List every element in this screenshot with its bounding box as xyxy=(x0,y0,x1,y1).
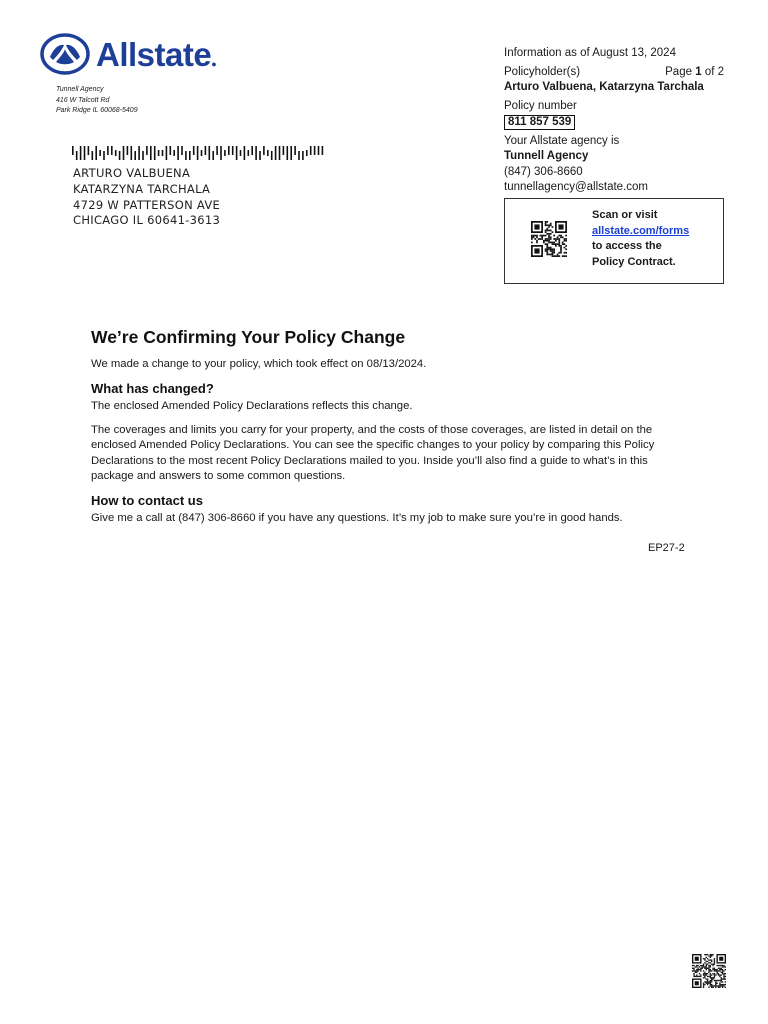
barcode-bar xyxy=(209,146,211,160)
logo-dot-icon: ● xyxy=(211,59,217,69)
barcode-bar xyxy=(263,146,265,155)
barcode-bar xyxy=(318,146,320,155)
barcode-bar xyxy=(322,146,324,155)
recipient-line: ARTURO VALBUENA xyxy=(73,166,191,180)
barcode-bar xyxy=(185,151,187,160)
changed-paragraph: The enclosed Amended Policy Declarations reflects this change. xyxy=(91,400,413,412)
details-paragraph: The coverages and limits you carry for your property, and the costs of those coverages, are listed in detail on the enclosed Amended Policy Declarations. You can see the specific changes to your policy by comparing this Policy Declarations to the most recent Policy Declarations mailed to you. Inside you’ll also find a guide to what’s in this package and answers to some common questions. xyxy=(91,424,655,482)
barcode-bar xyxy=(154,146,156,160)
barcode-bar xyxy=(193,146,195,155)
barcode-bar xyxy=(103,151,105,160)
barcode-bar xyxy=(201,150,203,156)
barcode-bar xyxy=(244,146,246,160)
barcode-bar xyxy=(92,151,94,160)
barcode-bar xyxy=(146,146,148,155)
agency-email: tunnellagency@allstate.com xyxy=(504,181,649,193)
barcode-bar xyxy=(267,150,269,156)
qr-panel-text xyxy=(592,208,689,270)
recipient-line: 4729 W PATTERSON AVE xyxy=(73,197,221,212)
barcode-bar xyxy=(197,146,199,160)
agency-phone: (847) 306-8660 xyxy=(504,165,583,178)
barcode-bar xyxy=(279,146,281,160)
policy-number: 811 857 539 xyxy=(504,115,575,130)
barcode-bar xyxy=(150,146,152,160)
barcode-bar xyxy=(142,151,144,160)
barcode-bar xyxy=(205,146,207,155)
allstate-logo xyxy=(40,33,217,75)
barcode-bar xyxy=(111,146,113,155)
policy-number-label: Policy number xyxy=(504,99,577,112)
barcode-bar xyxy=(251,146,253,155)
good-hands-icon xyxy=(40,33,90,75)
contact-heading: How to contact us xyxy=(91,493,203,508)
barcode-bar xyxy=(72,146,74,155)
barcode-bar xyxy=(283,146,285,155)
form-code: EP27-2 xyxy=(648,542,685,554)
barcode-bar xyxy=(76,151,78,160)
barcode-bar xyxy=(287,146,289,160)
postal-barcode xyxy=(72,146,328,160)
qr-line-3: to access the xyxy=(592,240,662,252)
recipient-line: KATARZYNA TARCHALA xyxy=(73,181,211,196)
recipient-address xyxy=(73,166,220,229)
barcode-bar xyxy=(236,146,238,160)
barcode-bar xyxy=(212,151,214,160)
barcode-bar xyxy=(216,146,218,155)
policyholders-label: Policyholder(s) xyxy=(504,65,581,78)
barcode-bar xyxy=(224,150,226,156)
barcode-bar xyxy=(220,146,222,160)
policy-info-block xyxy=(504,46,724,196)
forms-link[interactable]: allstate.com/forms xyxy=(592,224,690,237)
barcode-bar xyxy=(240,150,242,156)
page-indicator: Page 1 of 2 xyxy=(665,65,724,78)
barcode-bar xyxy=(314,146,316,155)
qr-code-icon xyxy=(531,221,567,257)
sender-city: Park Ridge IL 60068-5409 xyxy=(56,107,138,114)
info-as-of: Information as of August 13, 2024 xyxy=(504,47,676,59)
barcode-bar xyxy=(170,146,172,155)
barcode-bar xyxy=(99,150,101,156)
barcode-bar xyxy=(173,150,175,156)
barcode-bar xyxy=(134,151,136,160)
barcode-bar xyxy=(162,150,164,156)
qr-line-1: Scan or visit xyxy=(592,209,658,221)
barcode-bar xyxy=(80,146,82,160)
recipient-line: CHICAGO IL 60641-3613 xyxy=(73,213,221,228)
barcode-bar xyxy=(298,151,300,160)
policyholder-row xyxy=(504,65,724,81)
contact-paragraph: Give me a call at (847) 306-8660 if you have any questions. It’s my job to make sure you’re in good hands. xyxy=(91,512,623,524)
barcode-bar xyxy=(158,150,160,156)
barcode-bar xyxy=(88,146,90,155)
barcode-bar xyxy=(181,146,183,155)
page-current: 1 xyxy=(695,65,702,78)
barcode-bar xyxy=(228,146,230,155)
sender-name: Tunnell Agency xyxy=(56,86,104,93)
barcode-bar xyxy=(119,151,121,160)
barcode-bar xyxy=(302,151,304,160)
changed-heading: What has changed? xyxy=(91,381,214,396)
barcode-bar xyxy=(275,146,277,160)
barcode-bar xyxy=(189,151,191,160)
logo-wordmark: Allstate xyxy=(96,35,212,73)
intro-paragraph: We made a change to your policy, which took effect on 08/13/2024. xyxy=(91,358,427,370)
barcode-bar xyxy=(259,151,261,160)
tracking-qr-icon xyxy=(692,954,726,988)
barcode-bar xyxy=(127,146,129,155)
barcode-bar xyxy=(255,146,257,160)
barcode-bar xyxy=(290,146,292,160)
barcode-bar xyxy=(177,146,179,160)
policy-contract-panel xyxy=(504,198,724,284)
barcode-bar xyxy=(115,150,117,156)
sender-street: 416 W Talcott Rd xyxy=(56,96,110,104)
barcode-bar xyxy=(232,146,234,155)
qr-line-4: Policy Contract. xyxy=(592,255,676,268)
barcode-bar xyxy=(95,146,97,160)
barcode-bar xyxy=(131,146,133,160)
barcode-bar xyxy=(248,150,250,156)
barcode-bar xyxy=(166,146,168,160)
barcode-bar xyxy=(271,151,273,160)
barcode-bar xyxy=(107,146,109,155)
barcode-bar xyxy=(123,146,125,160)
sender-address xyxy=(56,85,138,117)
letter-title: We’re Confirming Your Policy Change xyxy=(91,327,406,347)
agency-name: Tunnell Agency xyxy=(504,150,589,162)
policyholder-names: Arturo Valbuena, Katarzyna Tarchala xyxy=(504,81,704,93)
barcode-bar xyxy=(84,146,86,160)
barcode-bar xyxy=(306,150,308,156)
barcode-bar xyxy=(310,146,312,155)
barcode-bar xyxy=(294,146,296,155)
barcode-bar xyxy=(138,146,140,160)
agency-intro: Your Allstate agency is xyxy=(504,134,620,147)
